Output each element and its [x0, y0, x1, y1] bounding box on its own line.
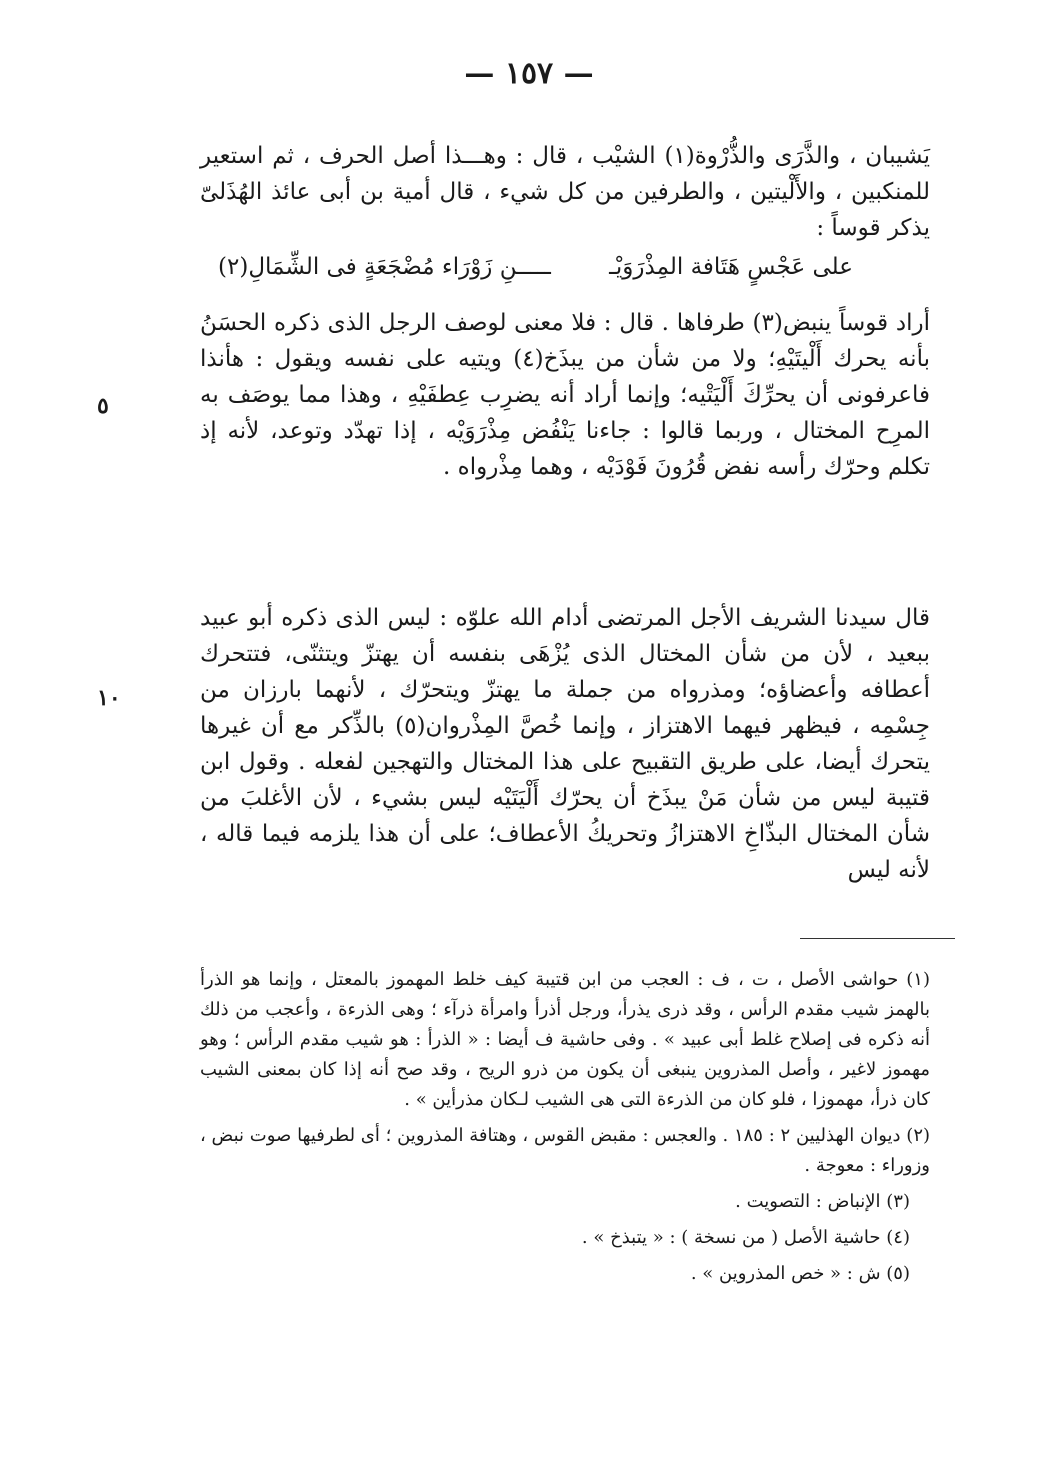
verse-first-hemistich: على عَجْسٍ هَتَافة المِذْرَوَيْـ: [609, 254, 853, 280]
line-number-10: ١٠: [97, 685, 121, 711]
paragraph-1: يَشيبان ، والذَّرَى والذُّرْوة(١) الشيْب ، قال : وهـــذا أصل الحرف ، ثم استعير للمنكبين ، والأَلْيتين ، والطرفين من كل شيء ، قال أمية بن أبى عائذ الهُذَلىّ يذكر قوساً :: [200, 143, 930, 241]
paragraph-3: قال سيدنا الشريف الأجل المرتضى أدام الله علوّه : ليس الذى ذكره أبو عبيد ببعيد ، لأن من شأن المختال الذى يُزْهَى بنفسه أن يهتزّ ويتثنّى، فتتحرك أعطافه وأعضاؤه؛ ومذرواه من جملة ما يهتزّ ويتحرّك ، لأنهما بارزان من جِسْمِه ، فيظهر فيهما الاهتزاز ، وإنما خُصَّ المِذْروان(٥) بالذِّكر مع أن غيرها يتحرك أيضا، على طريق التقبيح على هذا المختال والتهجين لفعله . وقول ابن قتيبة ليس من شأن مَنْ يبذَخ أن يحرّك أَلْيَتَيْه ليس بشيء ، لأن الأغلبَ من شأن المختال البذّاخِ الاهتزازُ وتحريكُ الأعطاف؛ على أن هذا يلزمه فيما قاله ، لأنه ليس: [200, 605, 930, 883]
page-number: — ١٥٧ —: [464, 56, 594, 91]
footnote-3: (٣) الإنباض : التصويت .: [735, 1191, 910, 1212]
footnotes: [200, 965, 930, 1295]
line-number-5: ٥: [97, 393, 109, 419]
footnote-divider: [800, 938, 955, 939]
footnote-1: (١) حواشى الأصل ، ت ، ف : العجب من ابن قتيبة كيف خلط المهموز بالمعتل ، وإنما هو الذرأ بالهمز شيب مقدم الرأس ، وقد ذرى يذرأ، ورجل أذرأ وامرأة ذرآء ؛ وهى الذرءة ، وأعجب من ذلك أنه ذكره فى إصلاح غلط أبى عبيد » . وفى حاشية ف أيضا : « الذرأ : هو شيب مقدم الرأس ؛ وهو مهموز لاغير ، وأصل المذروين ينبغى أن يكون من ذرو الريح ، وقد صح أنه إذا كان بمعنى الشيب كان ذرأ، مهموزا ، فلو كان من الذرءة التى هى الشيب لـكان مذرأين » .: [200, 969, 930, 1110]
footnote-4: (٤) حاشية الأصل ( من نسخة ) : « يتبذخ » .: [581, 1227, 910, 1248]
footnote-5: (٥) ش : « خص المذروين » .: [690, 1263, 910, 1284]
footnote-2: (٢) ديوان الهذليين ٢ : ١٨٥ . والعجس : مقبض القوس ، وهتافة المذروين ؛ أى لطرفيها صوت نبض ، وزوراء : معوجة .: [200, 1125, 931, 1176]
verse-second-hemistich: ـــــنِ زَوْرَاء مُضْجَعَةٍ فى الشِّمَالِ(٢): [218, 254, 551, 280]
poetry-verse: [218, 249, 853, 285]
paragraph-2: أراد قوساً ينبض(٣) طرفاها . قال : فلا معنى لوصف الرجل الذى ذكره الحسَنُ بأنه يحرك أَلْيتَيْهِ؛ ولا من شأن من يبذَخ(٤) ويتيه على نفسه ويقول : هأنذا فاعرفونى أن يحرِّكَ أَلْيَتْيه؛ وإنما أراد أنه يضرِب عِطفَيْهِ ، وهذا مما يوصَف به المرِح المختال ، وربما قالوا : جاءنا يَنْفُض مِذْرَوَيْه ، إذا تهدّد وتوعد، لأنه إذ تكلم وحرّك رأسه نفض قُرُونَ فَوْدَيْه ، وهما مِذْرواه .: [200, 310, 931, 480]
